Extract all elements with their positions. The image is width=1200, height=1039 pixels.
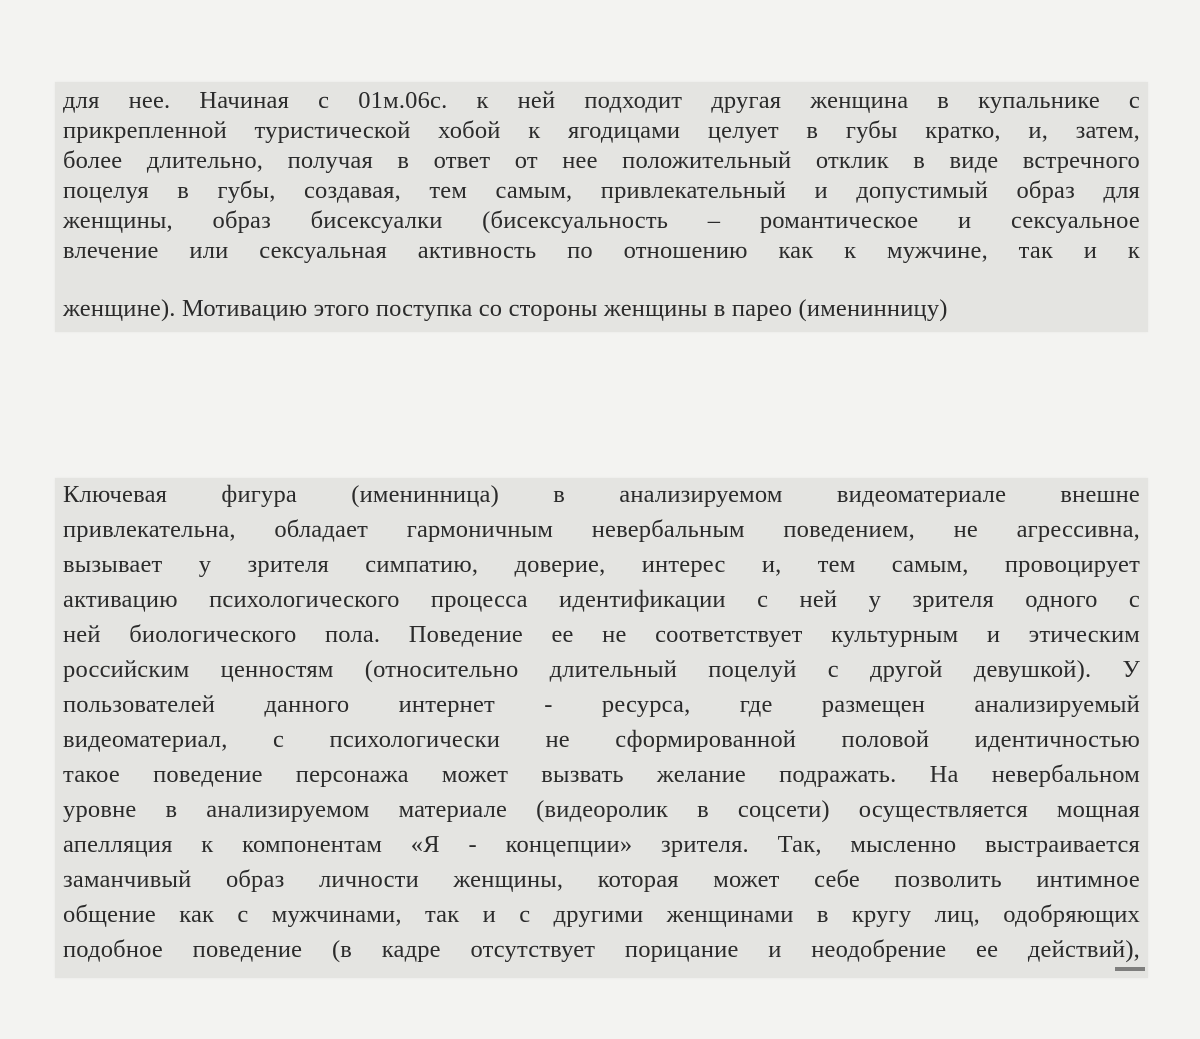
- text-line: пользователей данного интернет - ресурса, где размещен анализируемый: [63, 691, 1140, 718]
- text-line: ней биологического пола. Поведение ее не соответствует культурным и этическим: [63, 621, 1140, 648]
- text-line: российским ценностям (относительно длительный поцелуй с другой девушкой). У: [63, 656, 1140, 683]
- text-line: женщине). Мотивацию этого поступка со стороны женщины в парео (именинницу): [63, 295, 948, 322]
- text-line: видеоматериал, с психологически не сформированной половой идентичностью: [63, 726, 1140, 753]
- text-line: уровне в анализируемом материале (видеоролик в соцсети) осуществляется мощная: [63, 796, 1140, 823]
- text-line: общение как с мужчинами, так и с другими женщинами в кругу лиц, одобряющих: [63, 901, 1140, 928]
- document-fragment-bottom: [55, 478, 1148, 978]
- text-line: заманчивый образ личности женщины, которая может себе позволить интимное: [63, 866, 1140, 893]
- text-line: для нее. Начиная с 01м.06с. к ней подходит другая женщина в купальнике с: [63, 87, 1140, 114]
- text-line: вызывает у зрителя симпатию, доверие, интерес и, тем самым, провоцирует: [63, 551, 1140, 578]
- text-line: женщины, образ бисексуалки (бисексуальность – романтическое и сексуальное: [63, 207, 1140, 234]
- text-line: поцелуя в губы, создавая, тем самым, привлекательный и допустимый образ для: [63, 177, 1140, 204]
- text-line: привлекательна, обладает гармоничным невербальным поведением, не агрессивна,: [63, 516, 1140, 543]
- text-line: активацию психологического процесса идентификации с ней у зрителя одного с: [63, 586, 1140, 613]
- document-fragment-top: [55, 82, 1148, 332]
- text-line: влечение или сексуальная активность по отношению как к мужчине, так и к: [63, 237, 1140, 264]
- text-line: такое поведение персонажа может вызвать желание подражать. На невербальном: [63, 761, 1140, 788]
- text-line: Ключевая фигура (именинница) в анализируемом видеоматериале внешне: [63, 481, 1140, 508]
- text-line: апелляция к компонентам «Я - концепции» зрителя. Так, мысленно выстраивается: [63, 831, 1140, 858]
- text-line: подобное поведение (в кадре отсутствует порицание и неодобрение ее действий),: [63, 936, 1140, 963]
- cropped-text-fragment: [1115, 967, 1145, 971]
- text-line: более длительно, получая в ответ от нее положительный отклик в виде встречного: [63, 147, 1140, 174]
- text-line: прикрепленной туристической хобой к ягодицами целует в губы кратко, и, затем,: [63, 117, 1140, 144]
